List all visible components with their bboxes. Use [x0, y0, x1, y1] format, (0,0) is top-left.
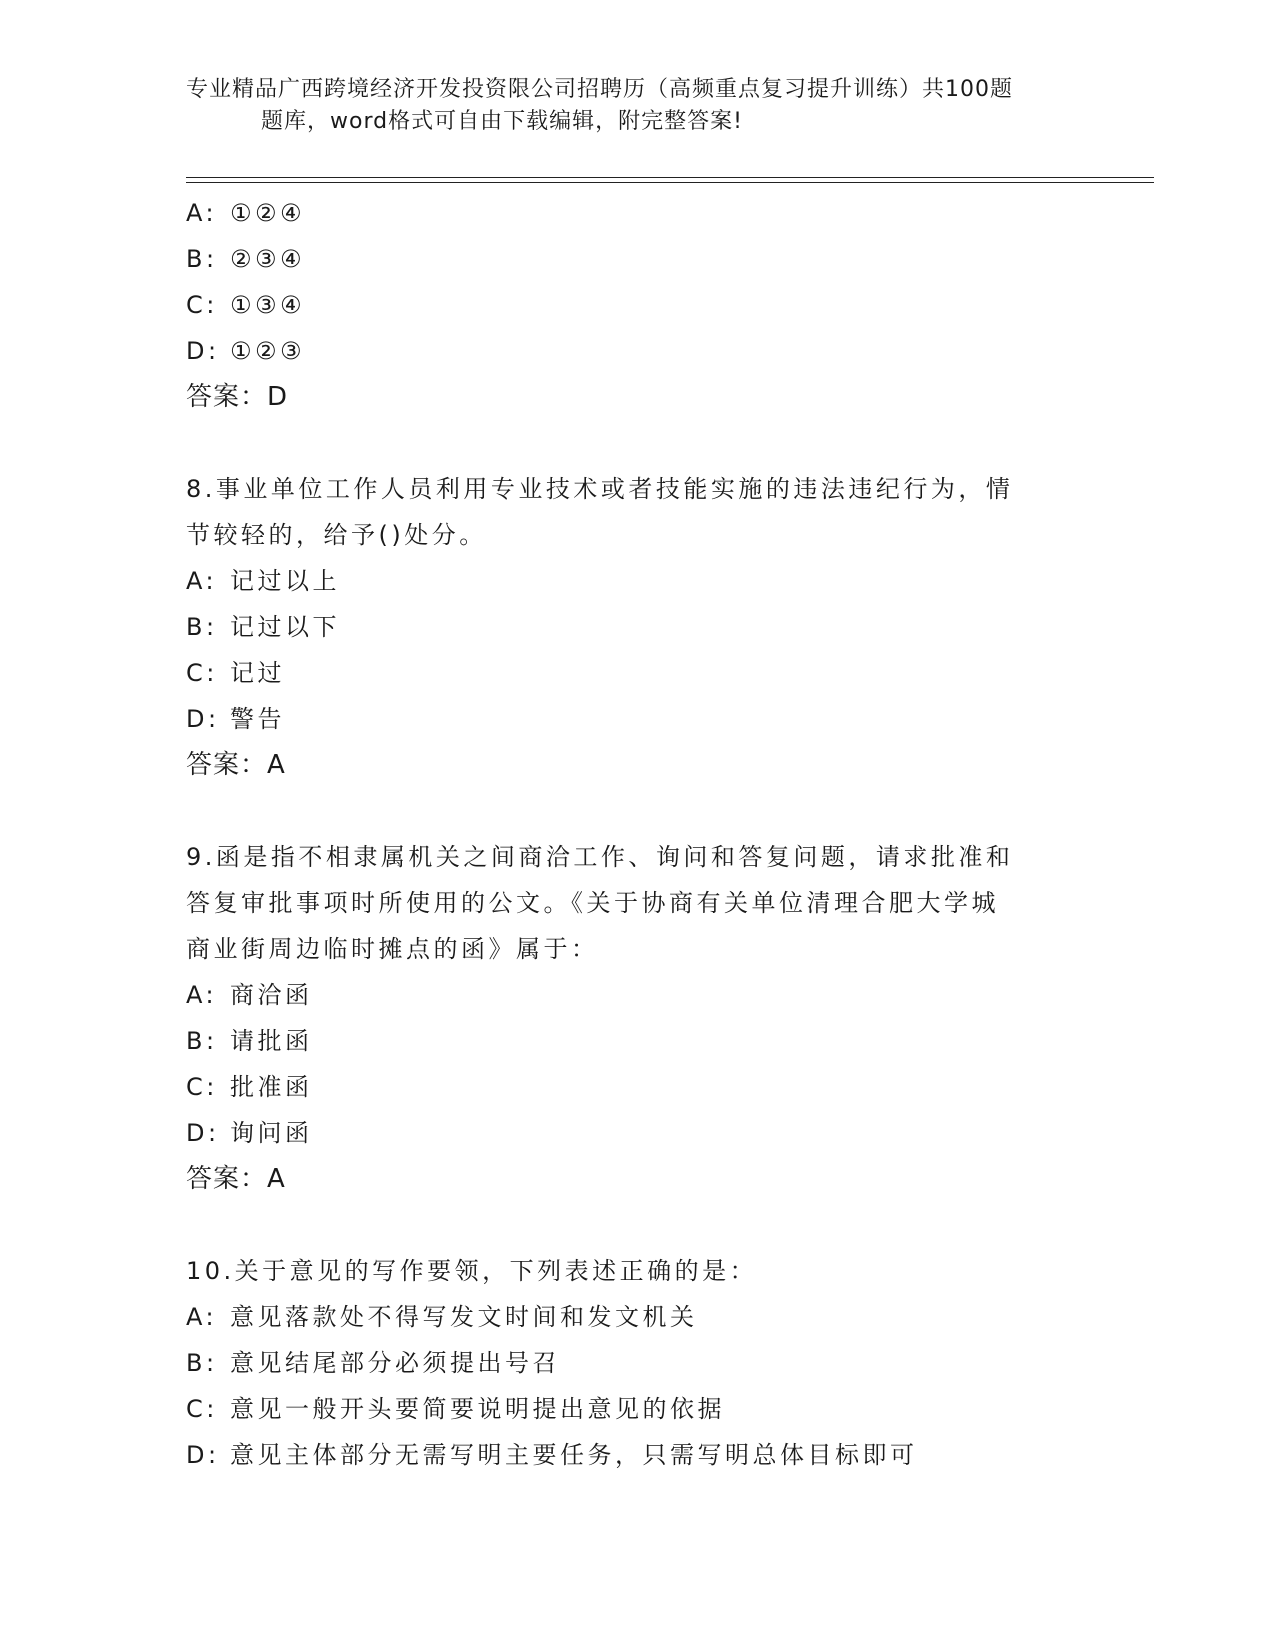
option-a	[186, 1294, 1086, 1340]
document-header	[186, 74, 1086, 138]
option-text: 意见落款处不得写发文时间和发文机关	[230, 1303, 698, 1331]
option-c	[186, 650, 1086, 696]
option-text: ①②③	[230, 337, 306, 365]
option-text: 意见主体部分无需写明主要任务，只需写明总体目标即可	[230, 1441, 918, 1469]
option-text: 意见结尾部分必须提出号召	[230, 1349, 560, 1377]
question-stem-line: 节较轻的，给予()处分。	[186, 521, 487, 549]
option-b	[186, 1018, 1086, 1064]
option-letter: C:	[186, 1395, 218, 1423]
question-stem-line: 8.事业单位工作人员利用专业技术或者技能实施的违法违纪行为，情	[186, 475, 1014, 503]
option-letter: B:	[186, 1349, 218, 1377]
option-text: ①②④	[230, 199, 306, 227]
option-letter: D:	[186, 705, 220, 733]
header-rule-bottom	[186, 182, 1154, 183]
question-9	[186, 834, 1086, 1202]
option-text: 警告	[230, 705, 285, 733]
question-stem-line: 9.函是指不相隶属机关之间商洽工作、询问和答复问题，请求批准和	[186, 843, 1014, 871]
option-letter: D:	[186, 1441, 220, 1469]
spacer	[186, 1202, 1086, 1248]
option-text: 记过	[230, 659, 285, 687]
option-text: 商洽函	[230, 981, 313, 1009]
answer: 答案：A	[186, 750, 286, 780]
option-text: 记过以下	[230, 613, 340, 641]
answer: 答案：D	[186, 382, 289, 412]
option-c	[186, 282, 1086, 328]
option-text: 记过以上	[230, 567, 340, 595]
option-a	[186, 558, 1086, 604]
question-8	[186, 466, 1086, 788]
question-content	[186, 190, 1086, 1478]
question-10	[186, 1248, 1086, 1478]
option-letter: A:	[186, 567, 218, 595]
option-c	[186, 1064, 1086, 1110]
option-letter: A:	[186, 1303, 218, 1331]
option-letter: B:	[186, 613, 218, 641]
option-letter: A:	[186, 199, 218, 227]
option-letter: C:	[186, 659, 218, 687]
option-c	[186, 1386, 1086, 1432]
option-b	[186, 236, 1086, 282]
option-b	[186, 1340, 1086, 1386]
option-letter: C:	[186, 291, 218, 319]
spacer	[186, 788, 1086, 834]
option-d	[186, 1432, 1086, 1478]
option-b	[186, 604, 1086, 650]
option-text: 批准函	[230, 1073, 313, 1101]
option-text: ②③④	[230, 245, 306, 273]
header-line-2: 题库，word格式可自由下载编辑，附完整答案!	[261, 109, 743, 134]
question-stem-line: 答复审批事项时所使用的公文。《关于协商有关单位清理合肥大学城	[186, 889, 999, 917]
option-letter: B:	[186, 245, 218, 273]
option-a	[186, 190, 1086, 236]
option-a	[186, 972, 1086, 1018]
option-d	[186, 328, 1086, 374]
option-text: 询问函	[230, 1119, 313, 1147]
option-text: 请批函	[230, 1027, 313, 1055]
option-text: ①③④	[230, 291, 306, 319]
option-d	[186, 696, 1086, 742]
header-line-1: 专业精品广西跨境经济开发投资限公司招聘历（高频重点复习提升训练）共100题	[186, 77, 1013, 102]
option-letter: C:	[186, 1073, 218, 1101]
option-letter: A:	[186, 981, 218, 1009]
question-stem-line: 商业街周边临时摊点的函》属于：	[186, 935, 599, 963]
answer: 答案：A	[186, 1164, 286, 1194]
spacer	[186, 420, 1086, 466]
option-letter: D:	[186, 337, 220, 365]
option-text: 意见一般开头要简要说明提出意见的依据	[230, 1395, 725, 1423]
option-d	[186, 1110, 1086, 1156]
header-rule-top	[186, 177, 1154, 178]
option-letter: B:	[186, 1027, 218, 1055]
question-stem-line: 10.关于意见的写作要领，下列表述正确的是：	[186, 1257, 758, 1285]
option-letter: D:	[186, 1119, 220, 1147]
question-7	[186, 190, 1086, 420]
